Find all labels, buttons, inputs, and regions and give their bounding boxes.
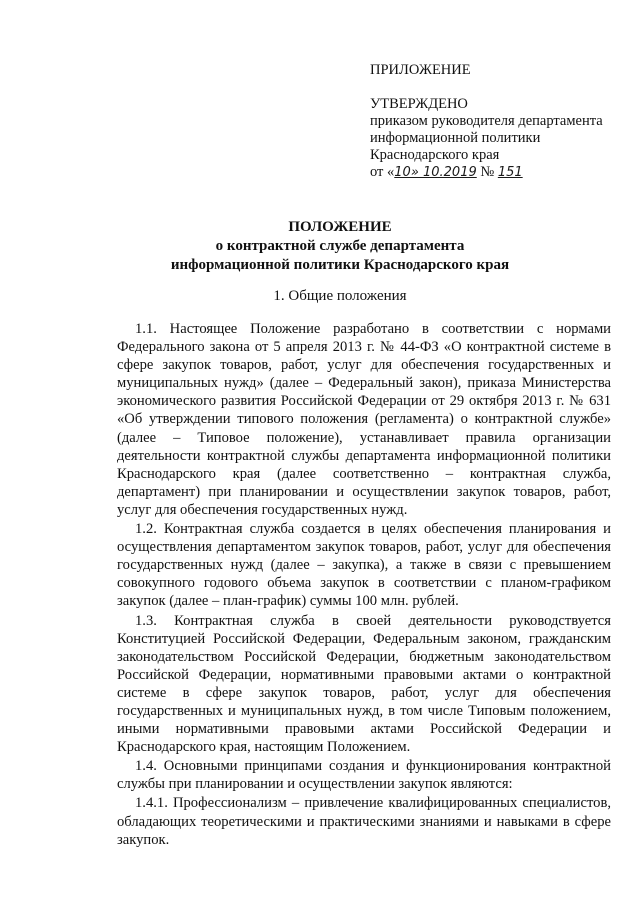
approval-stamp-block bbox=[370, 62, 632, 181]
order-line-2: информационной политики bbox=[370, 130, 541, 146]
handwritten-date: 10» 10.2019 bbox=[394, 165, 477, 180]
paragraph-1-2: 1.2. Контрактная служба создается в целях обеспечения планирования и осуществления департаментом закупок товаров, работ, услуг для обеспечения государственных нужд (далее – закупка), а также в связи с превышением совокупного годового объема закупок в соответствии с планом-графиком закупок (далее – план-график) суммы 100 млн. рублей. bbox=[117, 521, 611, 610]
document-title bbox=[60, 218, 620, 275]
paragraph-1-4-1: 1.4.1. Профессионализм – привлечение квалифицированных специалистов, обладающих теоретическими и практическими знаниями и навыками в сфере закупок. bbox=[117, 795, 611, 848]
number-prefix: № bbox=[476, 164, 498, 180]
title-line-2: о контрактной службе департамента bbox=[215, 238, 465, 254]
document-body bbox=[117, 320, 611, 850]
handwritten-number: 151 bbox=[497, 165, 523, 180]
paragraph-1-4: 1.4. Основными принципами создания и функционирования контрактной службы при планировании и осуществлении закупок являются: bbox=[117, 758, 611, 793]
section-heading: 1. Общие положения bbox=[273, 288, 407, 304]
paragraph-1-3: 1.3. Контрактная служба в своей деятельности руководствуется Конституцией Российской Федерации, Федеральным законом, гражданским законодательством Российской Федерации, бюджетным законодательством Российской Федерации, нормативными правовыми актами о контрактной системе в сфере закупок товаров, работ, услуг для обеспечения государственных и муниципальных нужд, в том числе Типовым положением, иными нормативными правовыми актами Российской Федерации и Краснодарского края, настоящим Положением. bbox=[117, 612, 611, 756]
title-line-1: ПОЛОЖЕНИЕ bbox=[288, 219, 392, 235]
appendix-label: ПРИЛОЖЕНИЕ bbox=[370, 62, 471, 78]
order-line-3: Краснодарского края bbox=[370, 147, 500, 163]
order-line-1: приказом руководителя департамента bbox=[370, 113, 603, 129]
date-prefix: от « bbox=[370, 164, 395, 180]
approved-label: УТВЕРЖДЕНО bbox=[370, 96, 468, 112]
title-line-3: информационной политики Краснодарского края bbox=[170, 257, 510, 273]
paragraph-1-1: 1.1. Настоящее Положение разработано в соответствии с нормами Федерального закона от 5 апреля 2013 г. № 44-ФЗ «О контрактной системе в сфере закупок товаров, работ, услуг для обеспечения государственных и муниципальных нужд» (далее – Федеральный закон), приказа Министерства экономического развития Российской Федерации от 29 октября 2013 г. № 631 «Об утверждении типового положения (регламента) о контрактной службе» (далее – Типовое положение), устанавливает правила организации деятельности контрактной службы департамента информационной политики Краснодарского края (далее соответственно – контрактная служба, департамент) при планировании и осуществлении закупок товаров, работ, услуг для обеспечения государственных нужд. bbox=[117, 321, 611, 518]
order-date-line bbox=[370, 164, 632, 181]
